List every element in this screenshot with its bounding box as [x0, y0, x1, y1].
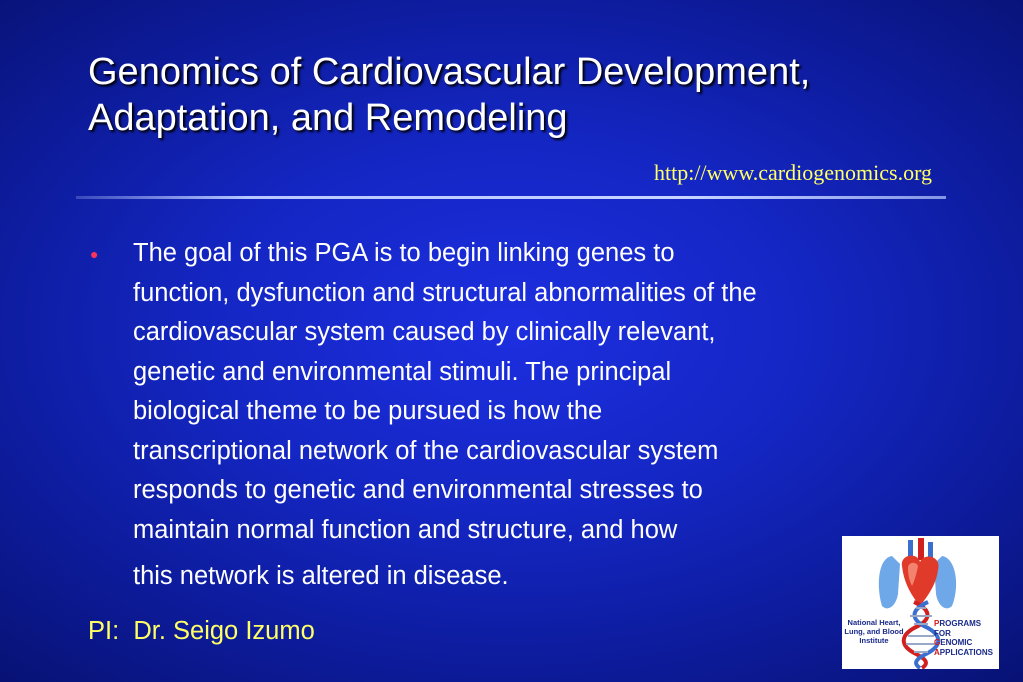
body-paragraph	[133, 234, 953, 597]
body-line: maintain normal function and structure, and how	[133, 515, 678, 544]
body-line: cardiovascular system caused by clinically relevant,	[133, 318, 716, 346]
body-line: biological theme to be pursued is how the	[133, 397, 603, 425]
body-line: The goal of this PGA is to begin linking genes to	[133, 239, 675, 267]
body-line: this network is altered in disease.	[133, 562, 509, 590]
nhlbi-label: National Heart, Lung, and Blood Institute	[844, 618, 904, 645]
principal-investigator: PI: Dr. Seigo Izumo	[88, 617, 315, 645]
title-divider	[76, 196, 946, 199]
pga-label: PROGRAMS FOR GENOMIC APPLICATIONS	[934, 619, 993, 657]
body-line: genetic and environmental stimuli. The principal	[133, 357, 672, 386]
slide-title-line-1: Genomics of Cardiovascular Development,	[88, 51, 811, 93]
bullet-dot-icon: ●	[90, 246, 99, 262]
body-line: function, dysfunction and structural abnormalities of the	[133, 278, 757, 307]
body-line: responds to genetic and environmental stresses to	[133, 476, 703, 504]
website-url[interactable]: http://www.cardiogenomics.org	[653, 160, 932, 185]
nhlbi-pga-logo	[842, 536, 999, 669]
body-line: transcriptional network of the cardiovascular system	[133, 436, 719, 465]
slide-title-line-2: Adaptation, and Remodeling	[88, 97, 568, 139]
slide-title	[88, 49, 988, 141]
